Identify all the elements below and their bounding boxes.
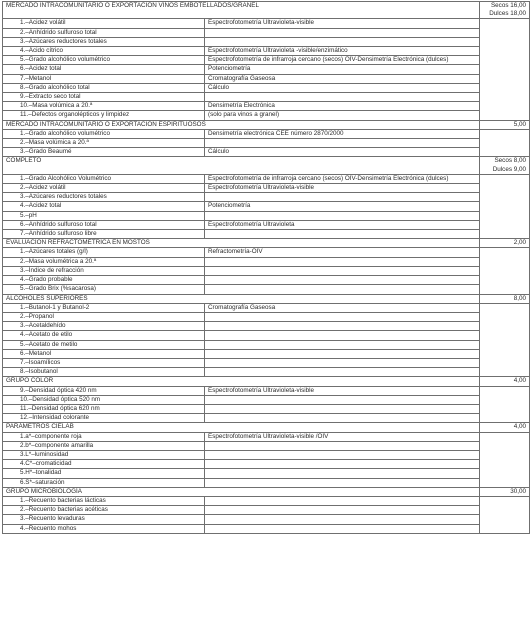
analysis-method [205, 230, 480, 239]
analysis-method [205, 285, 480, 294]
analysis-method [205, 496, 480, 505]
analysis-item: 8.–Grado alcohólico total [3, 83, 205, 92]
analysis-method [205, 139, 480, 148]
table-row [3, 368, 530, 377]
price-spacer-cell [480, 386, 530, 423]
section-title: MERCADO INTRACOMUNITARIO O EXPORTACIÓN ESPIRITUOSOS [3, 120, 480, 129]
analysis-method: Espectrofotometría Ultravioleta -visible/enzimático [205, 47, 480, 56]
table-row [3, 193, 530, 202]
analysis-item: 3.–Azúcares reductores totales [3, 193, 205, 202]
analysis-item: 2.–Masa volúmica a 20.ª [3, 139, 205, 148]
table-row [3, 515, 530, 524]
table-row [3, 139, 530, 148]
table-row [3, 93, 530, 102]
table-row [3, 28, 530, 37]
table-row [3, 340, 530, 349]
section-price [480, 2, 530, 19]
section-header-row [3, 294, 530, 303]
analysis-method [205, 404, 480, 413]
price-line: 5,00 [513, 120, 526, 128]
analysis-item: 12.–Intensidad colorante [3, 414, 205, 423]
table-row [3, 506, 530, 515]
table-row [3, 257, 530, 266]
analysis-method: (solo para vinos a granel) [205, 111, 480, 120]
section-title: ALCOHOLES SUPERIORES [3, 294, 480, 303]
analysis-method [205, 349, 480, 358]
table-row [3, 386, 530, 395]
analysis-method: Espectrofotometría Ultravioleta-visible [205, 19, 480, 28]
analysis-item: 5.–Grado Brix (%sacarosa) [3, 285, 205, 294]
analysis-method: Cromatografía Gaseosa [205, 303, 480, 312]
table-row [3, 37, 530, 46]
price-spacer-cell [480, 432, 530, 487]
section-header-row [3, 120, 530, 129]
analysis-item: 6.–Acidez total [3, 65, 205, 74]
price-spacer-cell [480, 19, 530, 120]
price-line: Dulces 9,00 [492, 165, 526, 173]
analysis-method [205, 93, 480, 102]
analysis-method: Espectrofotometría Ultravioleta-visible [205, 184, 480, 193]
analysis-item: 1.–Grado Alcohólico Volumétrico [3, 174, 205, 183]
section-price [480, 294, 530, 303]
table-row [3, 349, 530, 358]
analysis-method [205, 358, 480, 367]
analysis-item: 1.–Azúcares totales (g/l) [3, 248, 205, 257]
table-row [3, 148, 530, 157]
table-row [3, 266, 530, 275]
section-title: GRUPO MICROBIOLOGÍA [3, 487, 480, 496]
price-spacer-cell [480, 248, 530, 294]
section-price [480, 423, 530, 432]
analysis-method [205, 441, 480, 450]
analysis-method [205, 414, 480, 423]
analysis-item: 2.–Anhídrido sulfuroso total [3, 28, 205, 37]
analysis-item: 7.–Anhídrido sulfuroso libre [3, 230, 205, 239]
analysis-method [205, 469, 480, 478]
analysis-method [205, 276, 480, 285]
analysis-item: 5.H*–tonalidad [3, 469, 205, 478]
analysis-item: 6.–Anhídrido sulfuroso total [3, 220, 205, 229]
analysis-item: 3.L*–luminosidad [3, 450, 205, 459]
analysis-item: 2.–Recuento bacterias acéticas [3, 506, 205, 515]
analysis-item: 11.–Defectos organolépticos y limpidez [3, 111, 205, 120]
section-title: MERCADO INTRACOMUNITARIO O EXPORTACION VINOS EMBOTELLADOS/GRANEL [3, 2, 480, 19]
analysis-method: Densimetría Electrónica [205, 102, 480, 111]
analysis-item: 1.a*–componente roja [3, 432, 205, 441]
table-row [3, 450, 530, 459]
analysis-item: 9.–Extracto seco total [3, 93, 205, 102]
analysis-method [205, 266, 480, 275]
table-row [3, 56, 530, 65]
table-row [3, 331, 530, 340]
analysis-method: Espectrofotometría Ultravioleta-visible /OIV [205, 432, 480, 441]
analysis-item: 10.–Masa volúmica a 20.ª [3, 102, 205, 111]
table-row [3, 230, 530, 239]
price-line: Secos 8,00 [494, 157, 526, 165]
analysis-item: 1.–Acidez volátil [3, 19, 205, 28]
analysis-item: 1.–Grado alcohólico volumétrico [3, 129, 205, 138]
analysis-method: Cromatografía Gaseosa [205, 74, 480, 83]
analysis-method [205, 257, 480, 266]
analysis-method [205, 37, 480, 46]
table-row [3, 478, 530, 487]
table-row [3, 65, 530, 74]
analysis-item: 7.–Isoamílicos [3, 358, 205, 367]
table-row [3, 74, 530, 83]
analysis-item: 5.–Acetato de metilo [3, 340, 205, 349]
table-row [3, 47, 530, 56]
analysis-method [205, 331, 480, 340]
analysis-method [205, 478, 480, 487]
analysis-item: 3.–Grado Beaumé [3, 148, 205, 157]
analysis-method [205, 515, 480, 524]
analysis-item: 4.–Recuento mohos [3, 524, 205, 533]
analysis-method [205, 340, 480, 349]
analysis-item: 9.–Densidad óptica 420 nm [3, 386, 205, 395]
analysis-item: 6.S*–saturación [3, 478, 205, 487]
table-row [3, 211, 530, 220]
analysis-item: 3.–Azúcares reductores totales [3, 37, 205, 46]
analysis-item: 3.–Acetaldehído [3, 322, 205, 331]
table-row [3, 220, 530, 229]
analysis-method [205, 211, 480, 220]
analysis-item: 11.–Densidad óptica 620 nm [3, 404, 205, 413]
table-row [3, 404, 530, 413]
analysis-item: 8.–Isobutanol [3, 368, 205, 377]
analysis-item: 2.–Propanol [3, 312, 205, 321]
price-spacer-cell [480, 174, 530, 238]
analysis-item: 4.–Acidez total [3, 202, 205, 211]
table-row [3, 524, 530, 533]
analysis-method [205, 28, 480, 37]
section-header-row [3, 239, 530, 248]
analysis-item: 2.–Acidez volátil [3, 184, 205, 193]
analysis-method [205, 524, 480, 533]
analysis-method [205, 193, 480, 202]
analysis-method [205, 312, 480, 321]
section-title: EVALUACIÓN REFRACTOMÉTRICA EN MOSTOS [3, 239, 480, 248]
analysis-method [205, 450, 480, 459]
table-row [3, 322, 530, 331]
analysis-price-table [2, 1, 530, 534]
section-title: COMPLETO [3, 157, 480, 174]
price-line: Dulces 18,00 [489, 10, 526, 18]
table-row [3, 111, 530, 120]
price-line: 30,00 [510, 487, 526, 495]
analysis-item: 2.–Masa volumétrica a 20.ª [3, 257, 205, 266]
section-price [480, 487, 530, 496]
analysis-item: 7.–Metanol [3, 74, 205, 83]
analysis-method [205, 395, 480, 404]
table-row [3, 312, 530, 321]
analysis-method: Cálculo [205, 83, 480, 92]
analysis-method: Densimetría electrónica CEE número 2870/2000 [205, 129, 480, 138]
table-row [3, 174, 530, 183]
analysis-item: 6.–Metanol [3, 349, 205, 358]
section-price [480, 239, 530, 248]
table-row [3, 184, 530, 193]
table-body [3, 2, 530, 534]
section-price [480, 377, 530, 386]
analysis-item: 10.–Densidad óptica 520 nm [3, 395, 205, 404]
analysis-item: 1.–Recuento bacterias lácticas [3, 496, 205, 505]
table-row [3, 358, 530, 367]
analysis-item: 1.–Butanol-1 y Butanol-2 [3, 303, 205, 312]
analysis-item: 4.C*–cromaticidad [3, 460, 205, 469]
analysis-method [205, 322, 480, 331]
table-row [3, 460, 530, 469]
table-row [3, 469, 530, 478]
price-line: 8,00 [513, 294, 526, 302]
analysis-method [205, 460, 480, 469]
analysis-item: 4.–Ácido cítrico [3, 47, 205, 56]
analysis-method: Espectrofotometría de infrarroja cercano (secos) OIV-Densimetría Electrónica (dulces) [205, 174, 480, 183]
analysis-method: Espectrofotometría Ultravioleta [205, 220, 480, 229]
price-spacer-cell [480, 129, 530, 157]
section-price [480, 120, 530, 129]
analysis-method [205, 506, 480, 515]
table-row [3, 276, 530, 285]
section-header-row [3, 157, 530, 174]
analysis-method: Espectrofotometría Ultravioleta-visible [205, 386, 480, 395]
section-title: PARÁMETROS CIELAB [3, 423, 480, 432]
analysis-item: 4.–Acetato de etilo [3, 331, 205, 340]
analysis-method: Espectrofotometría de infrarroja cercano (secos) OIV-Densimetría Electrónica (dulces) [205, 56, 480, 65]
price-line: Secos 16,00 [490, 2, 526, 9]
price-spacer-cell [480, 303, 530, 377]
section-title: GRUPO COLOR [3, 377, 480, 386]
analysis-item: 5.–pH [3, 211, 205, 220]
analysis-method: Cálculo [205, 148, 480, 157]
analysis-item: 4.–Grado probable [3, 276, 205, 285]
table-row [3, 441, 530, 450]
table-row [3, 303, 530, 312]
section-price [480, 157, 530, 174]
table-row [3, 496, 530, 505]
tariff-table-container [2, 1, 529, 534]
table-row [3, 202, 530, 211]
table-row [3, 102, 530, 111]
table-row [3, 285, 530, 294]
table-row [3, 414, 530, 423]
analysis-item: 2.b*–componente amarilla [3, 441, 205, 450]
table-row [3, 83, 530, 92]
analysis-method [205, 368, 480, 377]
analysis-method: Refractometría-OIV [205, 248, 480, 257]
table-row [3, 248, 530, 257]
section-header-row [3, 377, 530, 386]
section-header-row [3, 487, 530, 496]
table-row [3, 395, 530, 404]
price-line: 4,00 [513, 423, 526, 431]
section-header-row [3, 423, 530, 432]
analysis-item: 5.–Grado alcohólico volumétrico [3, 56, 205, 65]
analysis-method: Potenciometría [205, 65, 480, 74]
section-header-row [3, 2, 530, 19]
price-line: 2,00 [513, 239, 526, 247]
table-row [3, 129, 530, 138]
price-spacer-cell [480, 496, 530, 533]
analysis-item: 3.–Índice de refracción [3, 266, 205, 275]
analysis-item: 3.–Recuento levaduras [3, 515, 205, 524]
analysis-method: Potenciometría [205, 202, 480, 211]
table-row [3, 19, 530, 28]
table-row [3, 432, 530, 441]
price-line: 4,00 [513, 377, 526, 385]
